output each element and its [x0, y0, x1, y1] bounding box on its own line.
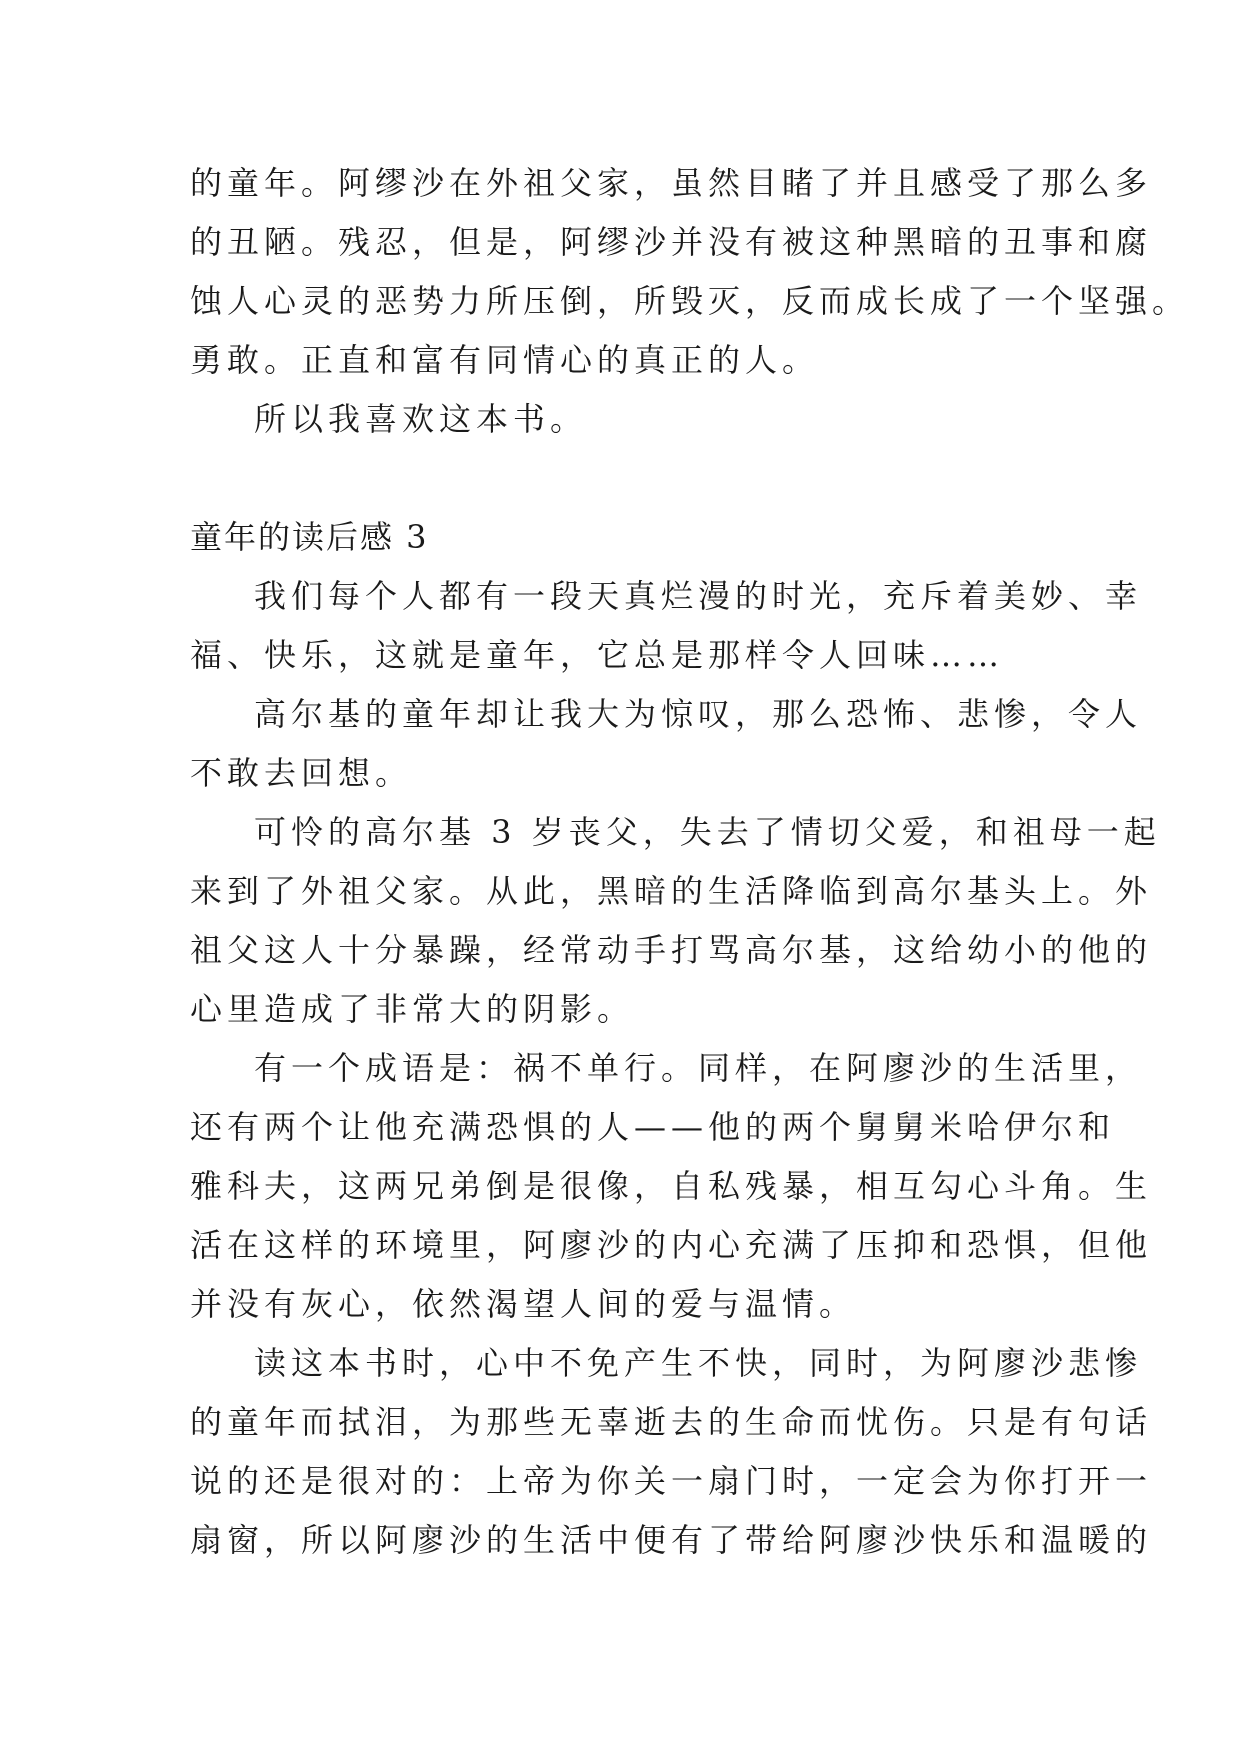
- text-line: 有一个成语是：祸不单行。同样，在阿廖沙的生活里，: [254, 1049, 1143, 1087]
- text-line: 活在这样的环境里，阿廖沙的内心充满了压抑和恐惧，但他: [190, 1226, 1153, 1264]
- document-body: [190, 154, 1190, 1570]
- text-line: 说的还是很对的：上帝为你关一扇门时，一定会为你打开一: [190, 1462, 1153, 1500]
- text-line: 勇敢。正直和富有同情心的真正的人。: [190, 341, 820, 379]
- paragraph: [190, 803, 1161, 1039]
- text-line: 蚀人心灵的恶势力所压倒，所毁灭，反而成长成了一个坚强。: [190, 282, 1190, 320]
- text-line: 祖父这人十分暴躁，经常动手打骂高尔基，这给幼小的他的: [190, 931, 1153, 969]
- paragraph: [190, 390, 1070, 449]
- paragraph: [190, 1039, 1153, 1334]
- text-line: 并没有灰心，依然渴望人间的爱与温情。: [190, 1285, 857, 1323]
- section-title: [190, 508, 1070, 567]
- text-line: 的丑陋。残忍，但是，阿缪沙并没有被这种黑暗的丑事和腐: [190, 223, 1153, 261]
- text-line: 心里造成了非常大的阴影。: [190, 990, 635, 1028]
- paragraph-continued: [190, 154, 1190, 390]
- text-line: 读这本书时，心中不免产生不快，同时，为阿廖沙悲惨: [254, 1344, 1143, 1382]
- text-line: 的童年而拭泪，为那些无辜逝去的生命而忧伤。只是有句话: [190, 1403, 1153, 1441]
- text-line: 不敢去回想。: [190, 754, 413, 792]
- section-heading: 童年的读后感 3: [190, 518, 429, 556]
- text-line: 高尔基的童年却让我大为惊叹，那么恐怖、悲惨，令人: [254, 695, 1143, 733]
- text-line: 来到了外祖父家。从此，黑暗的生活降临到高尔基头上。外: [190, 872, 1153, 910]
- section-gap: [190, 449, 1070, 508]
- text-line: 我们每个人都有一段天真烂漫的时光，充斥着美妙、幸: [254, 577, 1143, 615]
- text-line: 的童年。阿缪沙在外祖父家，虽然目睹了并且感受了那么多: [190, 164, 1153, 202]
- text-line: 福、快乐，这就是童年，它总是那样令人回味……: [190, 636, 1005, 674]
- text-line: 雅科夫，这两兄弟倒是很像，自私残暴，相互勾心斗角。生: [190, 1167, 1153, 1205]
- paragraph: [190, 1334, 1153, 1570]
- paragraph: [190, 685, 1143, 803]
- text-line: 所以我喜欢这本书。: [254, 400, 588, 438]
- paragraph: [190, 567, 1143, 685]
- text-line: 可怜的高尔基 3 岁丧父，失去了情切父爱，和祖母一起: [254, 813, 1161, 851]
- text-line: 扇窗，所以阿廖沙的生活中便有了带给阿廖沙快乐和温暖的: [190, 1521, 1153, 1559]
- text-line: 还有两个让他充满恐惧的人——他的两个舅舅米哈伊尔和: [190, 1108, 1116, 1146]
